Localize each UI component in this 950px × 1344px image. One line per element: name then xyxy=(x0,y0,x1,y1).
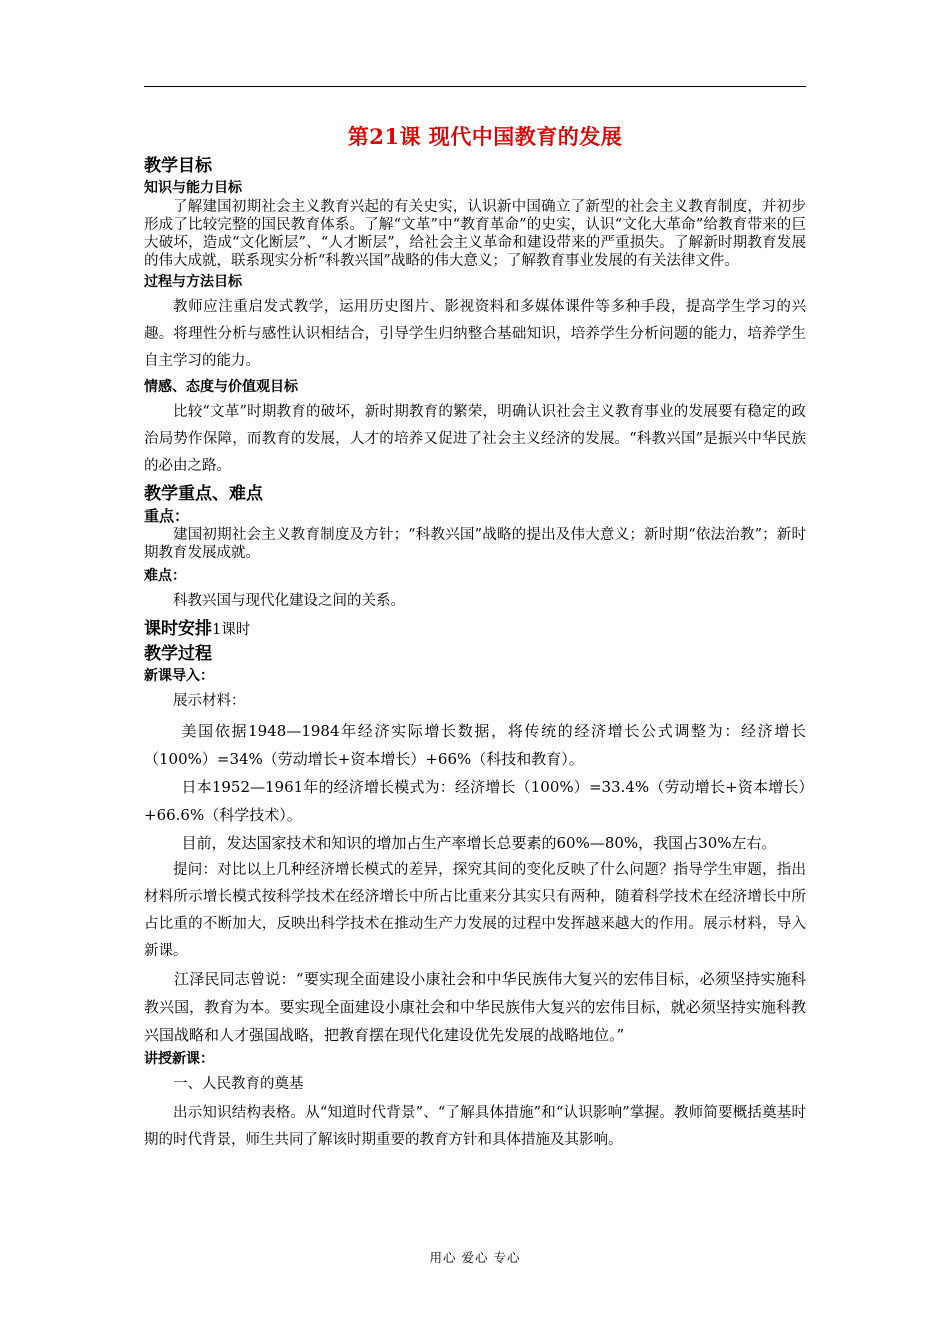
emotion-text: 比较“文革”时期教育的破坏，新时期教育的繁荣，明确认识社会主义教育事业的发展要有稳定的政治局势作保障，而教育的发展，人才的培养又促进了社会主义经济的发展。“科教兴国”是振兴中华民族的必由之路。 xyxy=(144,404,806,474)
show-material: 展示材料： xyxy=(173,693,246,709)
teaching-process-heading: 教学过程 xyxy=(144,644,212,664)
knowledge-heading: 知识与能力目标 xyxy=(144,180,242,196)
schedule-value: 1课时 xyxy=(212,622,251,638)
document-body xyxy=(144,122,806,1154)
key-heading: 重点： xyxy=(144,507,190,525)
key-points-heading: 教学重点、难点 xyxy=(144,484,263,504)
process-goal-heading: 过程与方法目标 xyxy=(144,274,242,290)
new-lesson-heading: 讲授新课： xyxy=(144,1051,214,1067)
difficult-heading: 难点： xyxy=(144,568,186,584)
question-text: 提问：对比以上几种经济增长模式的差异，探究其间的变化反映了什么问题？指导学生审题，指出材料所示增长模式按科学技术在经济增长中所占比重来分其实只有两种，随着科学技术在经济增长中所占比重的不断加大，反映出科学技术在推动生产力发展的过程中发挥越来越大的作用。展示材料，导入新课。 xyxy=(144,862,806,959)
header-rule xyxy=(144,86,806,87)
schedule-heading: 课时安排 xyxy=(144,619,212,639)
section-1-title: 一、人民教育的奠基 xyxy=(173,1076,304,1092)
intro-heading: 新课导入： xyxy=(144,668,214,684)
goals-heading: 教学目标 xyxy=(144,156,212,176)
process-goal-text: 教师应注重启发式教学，运用历史图片、影视资料和多媒体课件等多种手段，提高学生学习的兴趣。将理性分析与感性认识相结合，引导学生归纳整合基础知识，培养学生分析问题的能力，培养学生自主学习的能力。 xyxy=(144,299,806,369)
knowledge-text: 了解建国初期社会主义教育兴起的有关史实，认识新中国确立了新型的社会主义教育制度，并初步形成了比较完整的国民教育体系。了解“文革”中“教育革命”的史实，认识“文化大革命”给教育带来的巨大破坏，造成“文化断层”、“人才断层”，给社会主义革命和建设带来的严重损失。了解新时期教育发展的伟大成就，联系现实分析“科教兴国”战略的伟大意义；了解教育事业发展的有关法律文件。 xyxy=(144,199,806,269)
section-1-text: 出示知识结构表格。从“知道时代背景”、“了解具体措施”和“认识影响”掌握。教师简要概括奠基时期的时代背景，师生共同了解该时期重要的教育方针和具体措施及其影响。 xyxy=(144,1105,806,1148)
material-usa: 美国依据1948—1984年经济实际增长数据，将传统的经济增长公式调整为：经济增长（100%）=34%（劳动增长+资本增长）+66%（科技和教育）。 xyxy=(144,722,806,768)
lesson-title: 第21课 现代中国教育的发展 xyxy=(347,124,623,149)
difficult-text: 科教兴国与现代化建设之间的关系。 xyxy=(173,593,405,609)
emotion-heading: 情感、态度与价值观目标 xyxy=(144,379,298,395)
page-footer: 用心 爱心 专心 xyxy=(429,1250,521,1265)
schedule-line xyxy=(144,617,806,642)
material-japan: 日本1952—1961年的经济增长模式为：经济增长（100%）=33.4%（劳动增长+资本增长）+66.6%（科学技术）。 xyxy=(144,778,806,824)
key-text: 建国初期社会主义教育制度及方针；“科教兴国”战略的提出及伟大意义；新时期“依法治教”；新时期教育发展成就。 xyxy=(144,527,806,561)
jiang-quote: 江泽民同志曾说：“要实现全面建设小康社会和中华民族伟大复兴的宏伟目标，必须坚持实施科教兴国，教育为本。要实现全面建设小康社会和中华民族伟大复兴的宏伟目标，就必须坚持实施科教兴国战略和人才强国战略，把教育摆在现代化建设优先发展的战略地位。” xyxy=(144,970,806,1044)
material-developed-countries: 目前，发达国家技术和知识的增加占生产率增长总要素的60%—80%，我国占30%左右。 xyxy=(181,834,777,852)
